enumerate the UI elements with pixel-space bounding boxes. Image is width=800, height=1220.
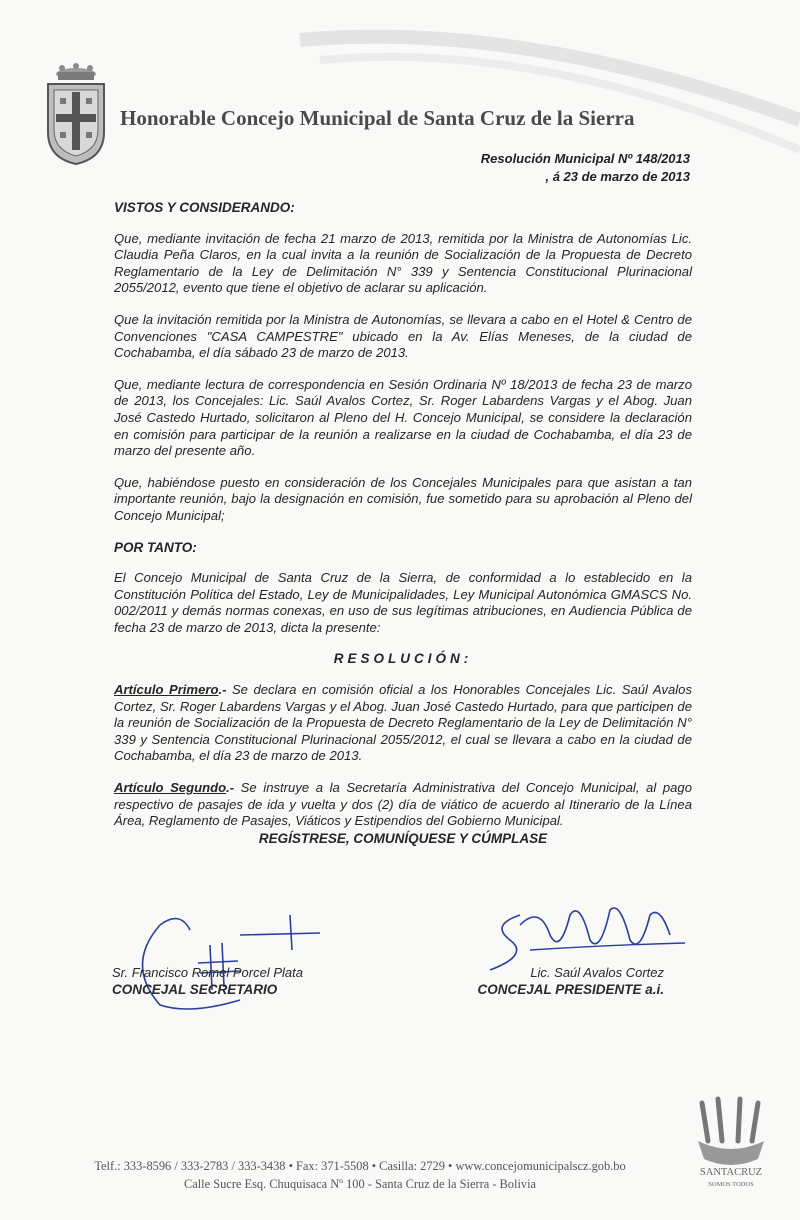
article-second-dash: .- [226,780,235,796]
council-name: Honorable Concejo Municipal de Santa Cruz de la Sierra [120,106,635,130]
considerando-paragraph: Que la invitación remitida por la Ministra de Autonomías, se llevara a cabo en el Hotel & Centro de Convenciones "CASA CAMPESTRE" ubicado en la Av. Elías Meneses, de la ciudad de Cochabamba, el día sábado 23 de marzo de 2013. [114,311,692,361]
secretary-role: CONCEJAL SECRETARIO [112,982,278,997]
logo-line2: SOMOS TODOS [708,1181,754,1188]
footer-address: Calle Sucre Esq. Chuquisaca Nº 100 - Santa Cruz de la Sierra - Bolivia [183,1177,537,1191]
signature-block-secretary [112,964,303,998]
closing-formula: REGÍSTRESE, COMUNÍQUESE Y CÚMPLASE [258,830,548,846]
por-tanto-heading: POR TANTO: [114,539,197,555]
article-second-label: Artículo Segundo [114,780,227,796]
footer-phones-web: Telf.: 333-8596 / 333-2783 / 333-3438 • Fax: 371-5508 • Casilla: 2729 • www.concejomunicipalscz.gob.bo [94,1159,626,1173]
article-first [114,682,692,765]
considerando-paragraph: Que, habiéndose puesto en consideración de los Concejales Municipales para que asistan a tan importante reunión, bajo la designación en comisión, fue sometido para su aprobación al Pleno del Concejo Municipal; [114,474,692,523]
document-body [114,200,692,847]
considerando-paragraph: Que, mediante invitación de fecha 21 marzo de 2013, remitida por la Ministra de Autonomías Lic. Claudia Peña Claros, en la cual invita a la reunión de Socialización de la Propuesta de Decreto Reglamentario de la Ley de Delimitación N° 339 y Sentencia Constitucional Plurinacional 2055/2012, evento que tiene el objetivo de aclarar su aplicación. [114,230,692,296]
secretary-signature [120,905,350,1015]
article-first-dash: .- [218,682,227,698]
considerando-paragraph: Que, mediante lectura de correspondencia en Sesión Ordinaria Nº 18/2013 de fecha 23 de marzo de 2013, los Concejales: Lic. Saúl Avalos Cortez, Sr. Roger Labardens Vargas y el Abog. Juan José Castedo Hurtado, solicitaron al Pleno del H. Concejo Municipal, se considere la declaración en comisión para participar de la reunión a realizarse en la ciudad de Cochabamba, el día 23 de marzo del presente año. [114,376,692,459]
footer-contact [40,1157,680,1193]
article-first-label: Artículo Primero [114,682,219,698]
vistos-heading: VISTOS Y CONSIDERANDO: [114,200,295,215]
logo-line1: SANTACRUZ [699,1167,763,1178]
resolution-header [481,150,690,186]
article-second-text: Se instruye a la Secretaría Administrativa del Concejo Municipal, al pago respectivo de pasajes de ida y vuelta y dos (2) día de viático de acuerdo al Itinerario de la Línea Área, Reglamento de Pasajes, Viáticos y Estipendios del Gobierno Municipal. [114,780,692,829]
resolucion-heading: RESOLUCIÓN: [333,651,473,667]
president-role: CONCEJAL PRESIDENTE a.i. [477,982,664,997]
coat-of-arms-icon [40,62,112,166]
article-second [114,780,692,830]
resolution-date: , á 23 de marzo de 2013 [545,169,690,184]
por-tanto-paragraph: El Concejo Municipal de Santa Cruz de la Sierra, de conformidad a lo establecido en la Constitución Política del Estado, Ley de Municipalidades, Ley Municipal Autonómica GMASCS No. 002/2011 y demás normas conexas, en uso de sus legítimas atribuciones, en Audiencia Pública de fecha 23 de marzo de 2013, dicta la presente: [114,570,692,635]
article-first-text: Se declara en comisión oficial a los Honorables Concejales Lic. Saúl Avalos Cortez, Sr. Roger Labardens Vargas y el Abog. Juan José Castedo Hurtado, para que participen de la reunión de Socialización de la Propuesta de Decreto Reglamentario de la Ley de Delimitación N° 339 y Sentencia Constitucional Plurinacional 2055/2012, el cual se llevara a cabo en la ciudad de Cochabamba, el día 23 de marzo de 2013. [114,682,692,764]
santa-cruz-logo-icon [688,1095,774,1195]
signature-block-president [464,964,664,998]
resolution-number: Resolución Municipal Nº 148/2013 [480,151,690,166]
secretary-name: Sr. Francisco Romel Porcel Plata [112,965,303,980]
president-name: Lic. Saúl Avalos Cortez [530,965,664,980]
